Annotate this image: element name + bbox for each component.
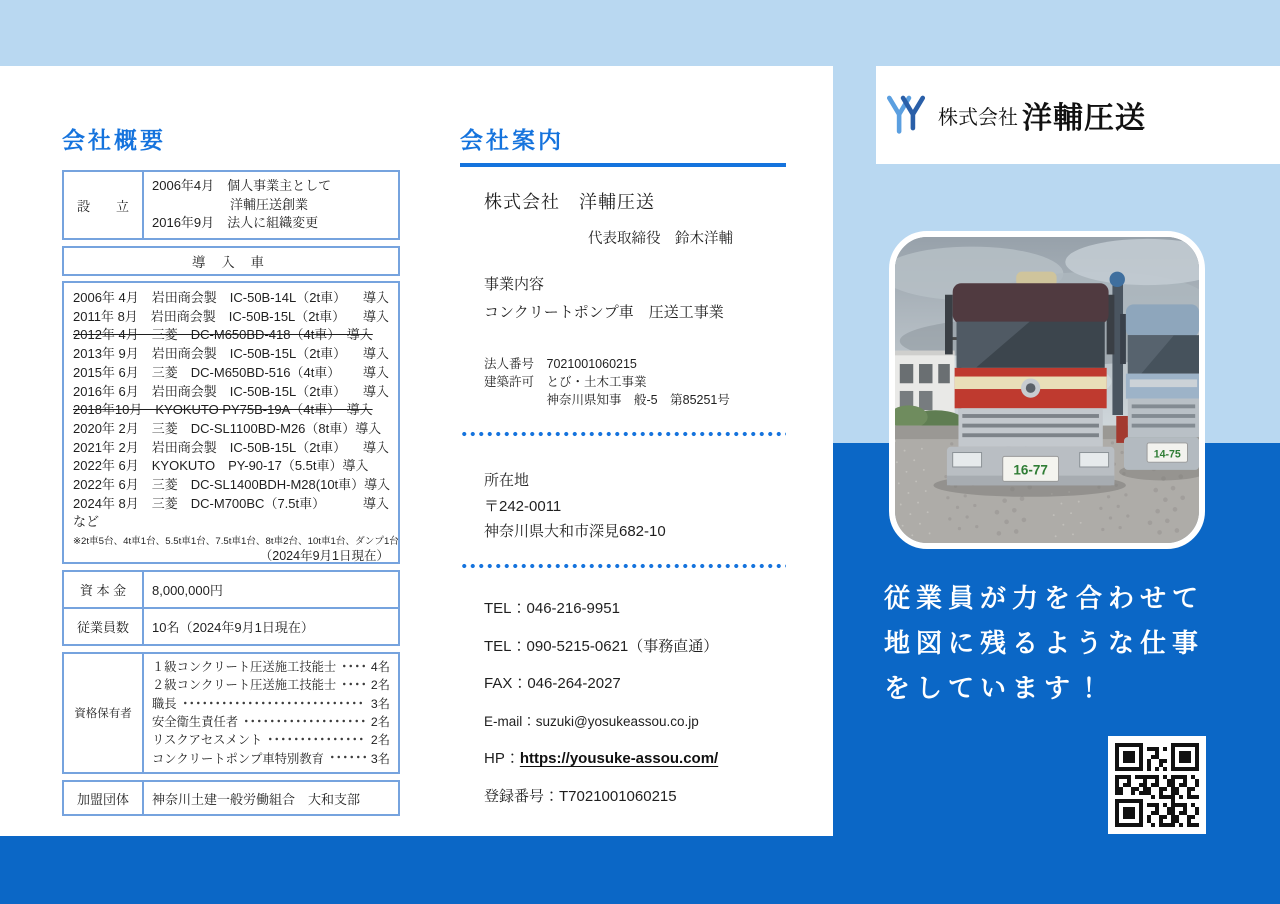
vehicle-row: 2018年10月 KYOKUTO PY75B-19A（4t車） 導入 (73, 402, 373, 418)
employees-value: 10名（2024年9月1日現在） (152, 620, 314, 635)
qr-code-svg (1115, 743, 1199, 827)
brand-prefix: 株式会社 (938, 106, 1018, 129)
business-label: 事業内容 (484, 276, 545, 293)
postal-code: 〒242-0011 (484, 498, 562, 515)
website-link[interactable]: HP：https://yousuke-assou.com/ (484, 750, 719, 767)
company-logo-icon (886, 85, 928, 145)
vehicle-row: 2015年 6月 三菱 DC-M650BD-516（4t車） 導入 (73, 364, 389, 380)
establishment-lines (144, 172, 398, 238)
vehicle-row: 2012年 4月 三菱 DC-M650BD-418（4t車） 導入 (73, 327, 373, 343)
brand-name: 洋輔圧送 (1022, 102, 1146, 135)
qualification-list (144, 654, 398, 772)
vehicle-row: 2011年 8月 岩田商会製 IC-50B-15L（2t車） 導入 (73, 308, 389, 324)
capital-row (64, 572, 398, 607)
vehicle-row: 2016年 6月 岩田商会製 IC-50B-15L（2t車） 導入 (73, 383, 389, 399)
vehicle-row: 2006年 4月 岩田商会製 IC-50B-14L（2t車） 導入 (73, 290, 389, 305)
ceo-name: 代表取締役 鈴木洋輔 (588, 231, 733, 247)
contact-row: TEL：090-5215-0621（事務直通） (484, 637, 719, 655)
address-label: 所在地 (484, 472, 530, 489)
dotted-separator-2 (460, 563, 786, 569)
contact-row: TEL：046-216-9951 (484, 600, 620, 617)
dotted-separator-1 (460, 431, 786, 437)
membership-value: 神奈川土建一般労働組合 大和支部 (152, 791, 361, 807)
qualification-row: 安全衛生責任者 2名 (152, 715, 390, 729)
brand-mark-dark (903, 98, 923, 128)
slogan-line: をしています！ (884, 673, 1109, 703)
contact-row: FAX：046-264-2027 (484, 675, 621, 692)
membership-label: 加盟団体 (64, 782, 144, 814)
membership-box (62, 780, 400, 816)
address: 神奈川県大和市深見682-10 (484, 523, 666, 540)
vehicle-list (73, 289, 389, 532)
vehicle-row: 2022年 6月 三菱 DC-SL1400BDH-M28(10t車）導入 (73, 477, 391, 493)
vehicles-header: 導 入 車 (62, 246, 400, 276)
contact-row: E-mail：suzuki@yosukeassou.co.jp (484, 713, 699, 729)
license-plate-left: 16-77 (1013, 462, 1048, 478)
bottom-dark-band (0, 836, 1280, 904)
vehicle-row: 2021年 2月 岩田商会製 IC-50B-15L（2t車） 導入 (73, 439, 389, 455)
qualification-row: 職長 3名 (152, 696, 390, 711)
qualification-row: ２級コンクリート圧送施工技能士 2名 (152, 678, 390, 693)
qualifications-label: 資格保有者 (64, 654, 144, 772)
permit-line2: 神奈川県知事 般-5 第85251号 (484, 393, 730, 407)
slogan-line: 地図に残るような仕事 (884, 628, 1205, 658)
qualification-row: コンクリートポンプ車特別教育 3名 (152, 751, 390, 766)
guide-heading: 会社案内 (460, 127, 564, 153)
company-name: 株式会社 洋輔圧送 (484, 192, 655, 212)
establishment-line: 2006年4月 個人事業主として (152, 178, 332, 194)
vehicle-row: 2020年 2月 三菱 DC-SL1100BD-M26（8t車）導入 (73, 420, 382, 436)
vehicles-note: ※2t車5台、4t車1台、5.5t車1台、7.5t車1台、8t車2台、10t車1台、ダンプ1台 (73, 536, 399, 548)
employees-label: 従業員数 (64, 609, 144, 644)
vehicle-row: 2022年 6月 KYOKUTO PY-90-17（5.5t車）導入 (73, 458, 369, 474)
qualification-row: １級コンクリート圧送施工技能士 4名 (152, 660, 390, 675)
slogan-line: 従業員が力を合わせて (884, 583, 1205, 613)
corporate-number: 法人番号 7021001060215 (484, 357, 637, 371)
employees-row (64, 607, 398, 644)
capital-value: 8,000,000円 (152, 583, 223, 598)
qualification-row: リスクアセスメント 2名 (152, 733, 390, 748)
slogan (884, 576, 1204, 711)
vehicle-row: 2013年 9月 岩田商会製 IC-50B-15L（2t車） 導入 (73, 346, 389, 362)
overview-heading: 会社概要 (62, 127, 166, 153)
qr-code (1108, 736, 1206, 834)
logo-box (876, 66, 1280, 164)
establishment-line: 洋輔圧送創業 (152, 196, 309, 212)
qualifications-box (62, 652, 400, 774)
contact-row: 登録番号：T7021001060215 (484, 787, 677, 805)
vehicle-row: など (73, 514, 100, 530)
trucks-photo (889, 231, 1205, 549)
permit-line1: 建築許可 とび・土木工事業 (484, 375, 647, 389)
vehicles-asof: （2024年9月1日現在） (259, 549, 389, 564)
guide-heading-rule (460, 163, 786, 167)
establishment-row (62, 170, 400, 240)
trucks-photo-illustration (895, 237, 1199, 543)
contact-list (484, 597, 718, 822)
vehicle-row: 2024年 8月 三菱 DC-M700BC（7.5t車） 導入 (73, 495, 389, 511)
vehicles-box (62, 281, 400, 564)
license-plate-right: 14-75 (1153, 448, 1181, 461)
establishment-line: 2016年9月 法人に組織変更 (152, 215, 319, 231)
capital-employees-box (62, 570, 400, 646)
business-description: コンクリートポンプ車 圧送工事業 (484, 304, 724, 321)
capital-label: 資 本 金 (64, 572, 144, 607)
establishment-label: 設 立 (64, 172, 144, 238)
